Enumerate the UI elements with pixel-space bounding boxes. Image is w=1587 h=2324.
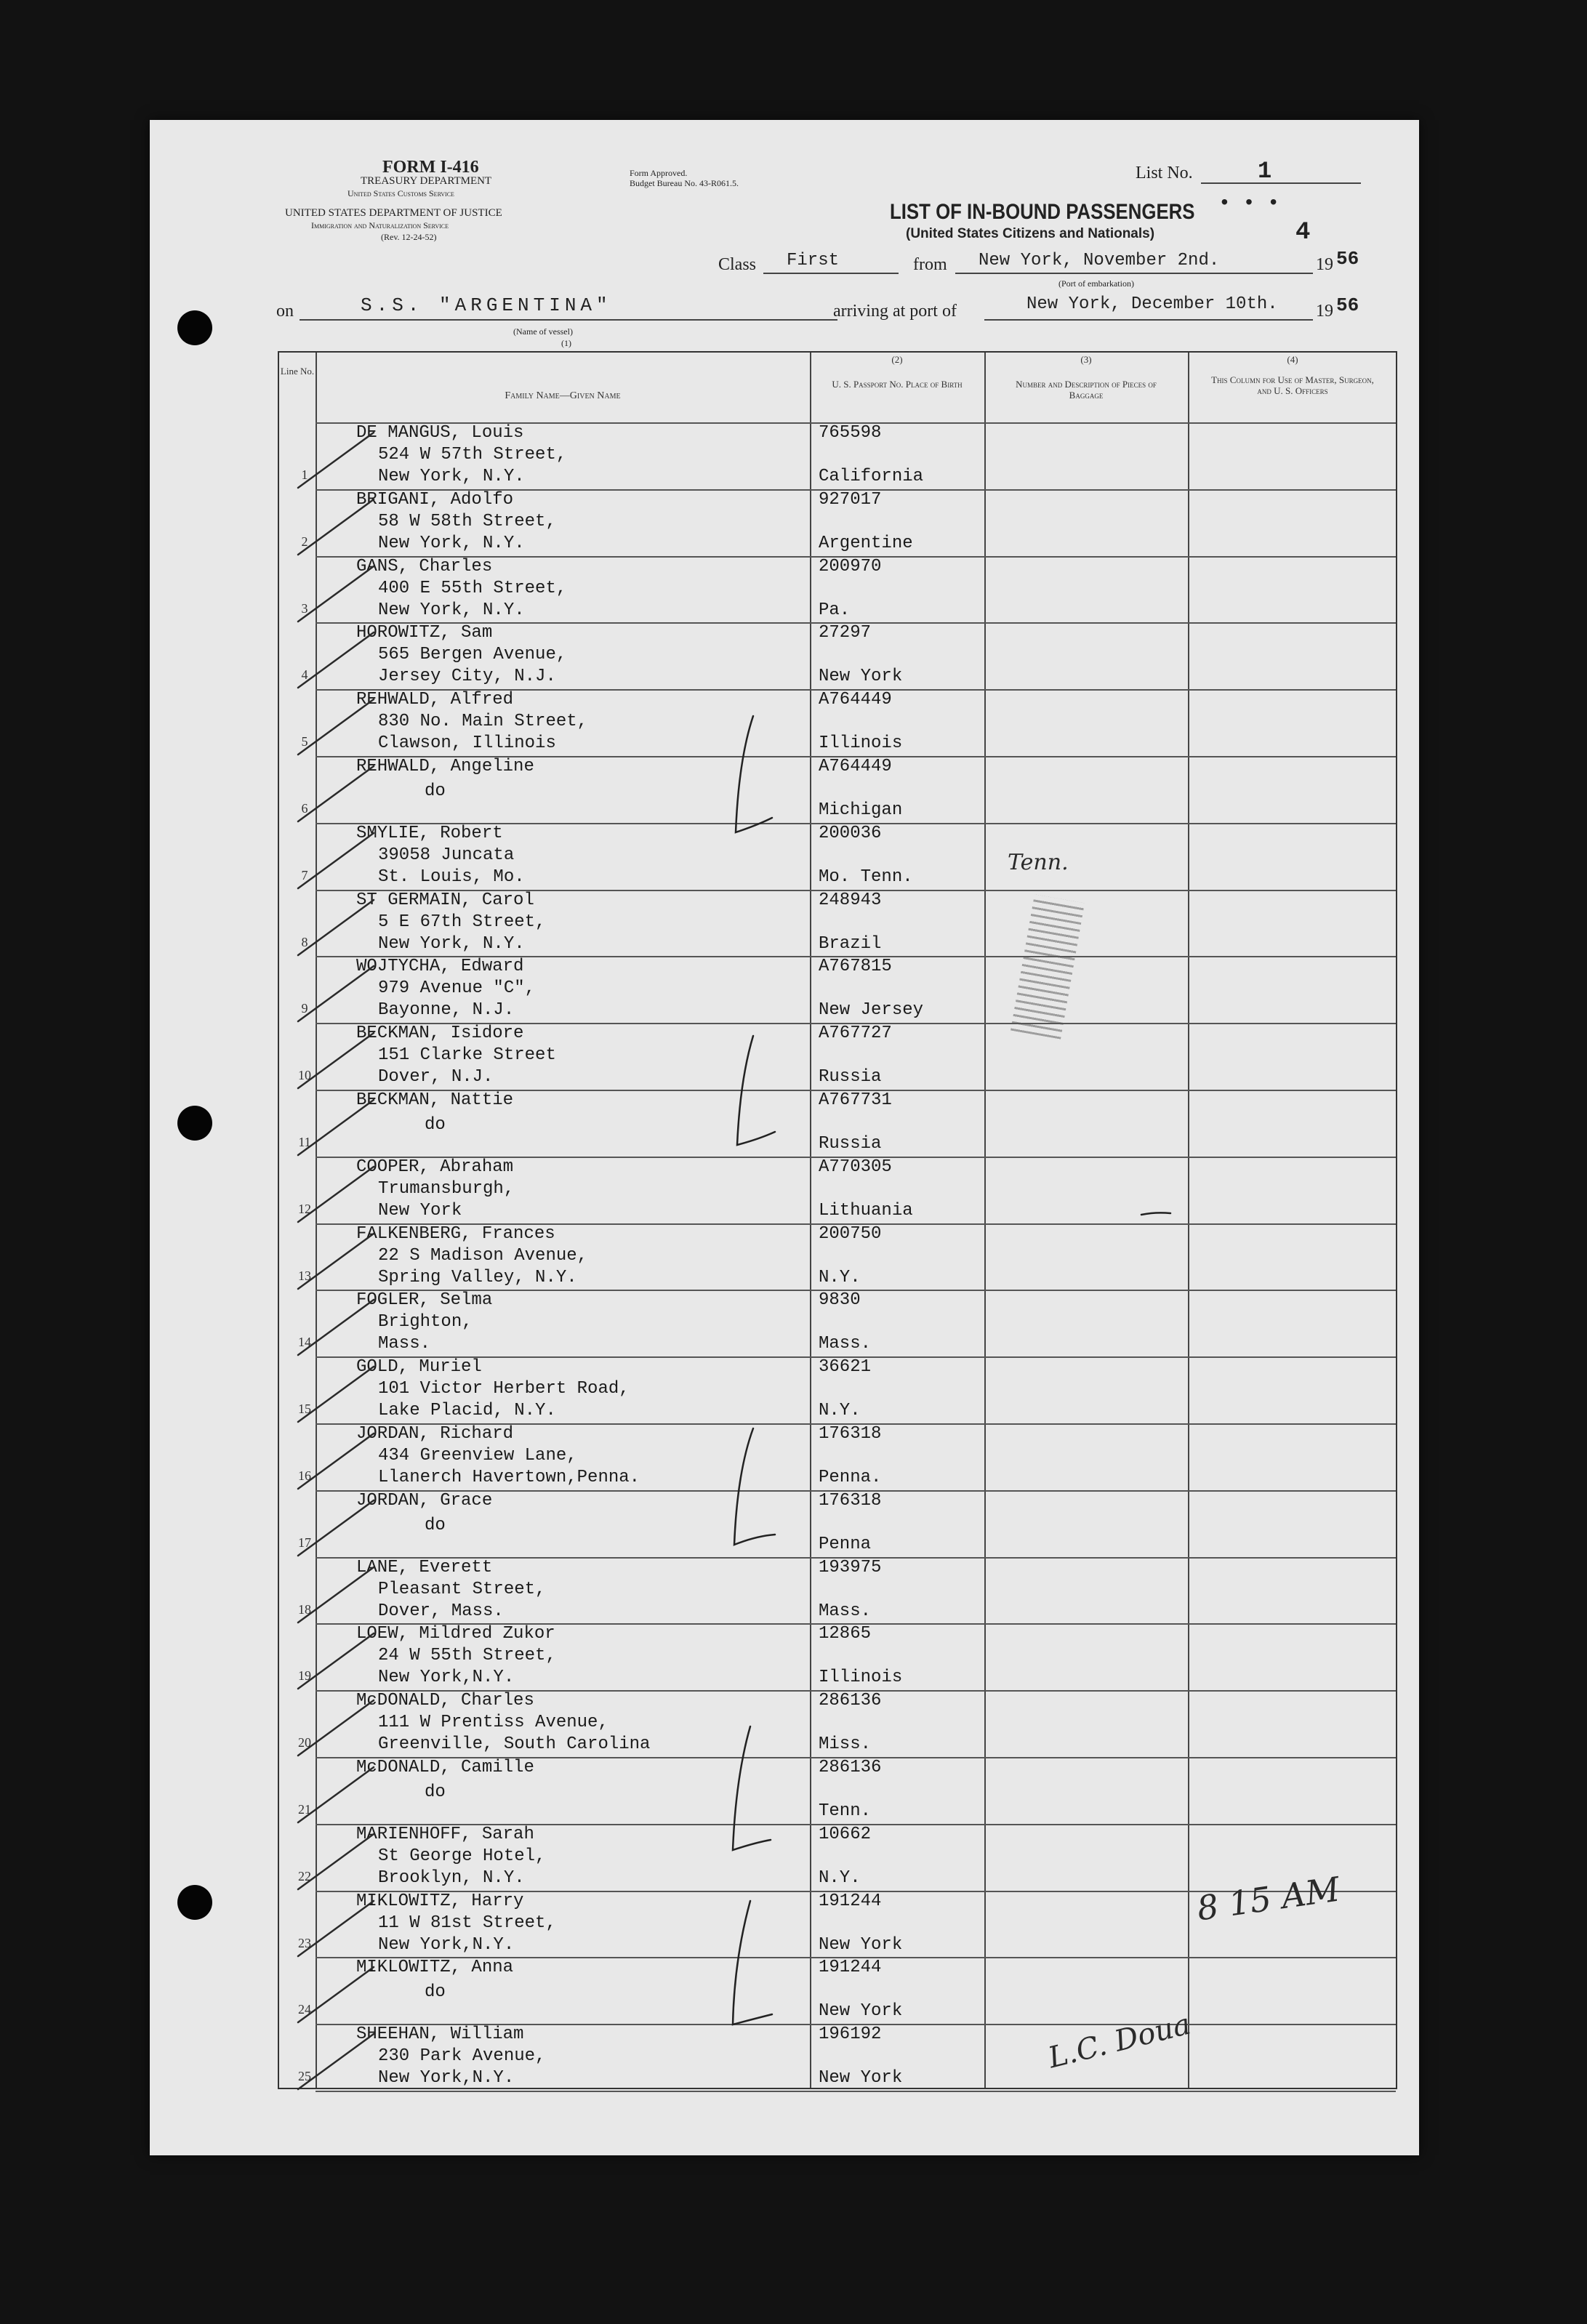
col-line-no: Line No. [280, 366, 315, 377]
place-of-birth: Mo. Tenn. [819, 867, 913, 887]
check-mark [294, 1764, 381, 1830]
passenger-address-1: 111 W Prentiss Avenue, [378, 1713, 608, 1733]
passenger-address-2: New York, N.Y. [378, 600, 525, 620]
handwritten-time: 8 15 AM [1194, 1869, 1343, 1929]
check-mark [294, 1964, 381, 2030]
table-row [279, 1690, 1396, 1757]
passenger-address-1: 11 W 81st Street, [378, 1913, 556, 1933]
table-row [279, 1290, 1396, 1356]
line-number: 20 [298, 1735, 311, 1750]
passenger-address-1: 22 S Madison Avenue, [378, 1245, 588, 1266]
passenger-name: WOJTYCHA, Edward [356, 957, 524, 977]
stamp-dots: • • • [1218, 193, 1280, 215]
check-mark [294, 1364, 381, 1429]
customs-service: United States Customs Service [347, 188, 454, 198]
passenger-address-2: Llanerch Havertown,Penna. [378, 1468, 640, 1487]
line-number: 7 [301, 867, 308, 882]
passenger-address-2: New York,N.Y. [378, 2068, 515, 2088]
place-of-birth: Pa. [819, 600, 851, 620]
budget-bureau: Budget Bureau No. 43-R061.5. [630, 178, 739, 188]
place-of-birth: Tenn. [819, 1801, 872, 1821]
passenger-address-1: 524 W 57th Street, [378, 445, 567, 465]
passport-number: 200750 [819, 1223, 882, 1244]
passport-number: 36621 [819, 1357, 872, 1378]
on-label: on [276, 302, 294, 321]
passport-number: 286136 [819, 1691, 882, 1711]
passenger-name: LANE, Everett [356, 1557, 493, 1577]
check-mark [294, 630, 381, 695]
place-of-birth: New York [819, 667, 903, 687]
passenger-name: MIKLOWITZ, Anna [356, 1958, 514, 1978]
line-number: 17 [298, 1535, 311, 1550]
passenger-address-1: 39058 Juncata [378, 845, 515, 865]
passport-number: 12865 [819, 1624, 872, 1644]
col-baggage-num: (3) [1080, 354, 1092, 365]
check-mark [294, 1564, 381, 1630]
check-mark [294, 1898, 381, 1963]
line-number: 16 [298, 1468, 311, 1483]
passenger-address-2: Jersey City, N.J. [378, 667, 556, 687]
col-officers-num: (4) [1287, 354, 1298, 365]
line-number: 12 [298, 1201, 311, 1216]
table-row [279, 622, 1396, 689]
passenger-address-2: New York,N.Y. [378, 1934, 515, 1955]
passport-number: 176318 [819, 1490, 882, 1511]
place-of-birth: Illinois [819, 733, 903, 754]
line-number: 4 [301, 667, 308, 683]
passenger-name: JORDAN, Richard [356, 1424, 514, 1444]
line-number: 11 [298, 1135, 311, 1149]
table-row [279, 1023, 1396, 1090]
passenger-name: SHEEHAN, William [356, 2025, 524, 2045]
check-mark [294, 496, 381, 562]
passenger-address-1: do [425, 1982, 446, 2003]
passenger-address-2: Bayonne, N.J. [378, 1000, 515, 1021]
passenger-name: REHWALD, Alfred [356, 690, 514, 710]
passenger-name: LOEW, Mildred Zukor [356, 1624, 555, 1644]
passenger-address-2: St. Louis, Mo. [378, 867, 525, 887]
arriving-value: New York, December 10th. [1026, 294, 1278, 314]
check-mark [294, 2031, 381, 2096]
passenger-address-1: 565 Bergen Avenue, [378, 645, 567, 665]
list-subtitle: (United States Citizens and Nationals) [906, 226, 1155, 241]
passenger-address-2: Spring Valley, N.Y. [378, 1267, 577, 1287]
passenger-name: BRIGANI, Adolfo [356, 489, 514, 510]
col-passport: U. S. Passport No. Place of Birth [832, 379, 963, 390]
passenger-address-1: 830 No. Main Street, [378, 712, 588, 732]
place-of-birth: New York [819, 2001, 903, 2022]
passenger-name: MIKLOWITZ, Harry [356, 1891, 524, 1911]
passenger-address-2: Lake Placid, N.Y. [378, 1401, 556, 1421]
place-of-birth: Mass. [819, 1334, 872, 1354]
passenger-address-1: do [425, 1782, 446, 1802]
table-row [279, 1090, 1396, 1157]
from-value: New York, November 2nd. [979, 251, 1220, 270]
passenger-address-2: Greenville, South Carolina [378, 1734, 651, 1755]
passport-number: 191244 [819, 1891, 882, 1911]
form-revision: (Rev. 12-24-52) [381, 232, 437, 242]
passport-number: 248943 [819, 890, 882, 910]
passenger-address-2: New York [378, 1200, 462, 1221]
passenger-name: FALKENBERG, Frances [356, 1223, 555, 1244]
passenger-address-2: Brooklyn, N.Y. [378, 1867, 525, 1888]
table-row [279, 1557, 1396, 1624]
check-mark [294, 563, 381, 629]
line-number: 9 [301, 1001, 308, 1016]
line-number: 10 [298, 1068, 311, 1083]
passenger-address-1: 24 W 55th Street, [378, 1646, 556, 1666]
passport-number: A767731 [819, 1090, 892, 1110]
check-mark [294, 1697, 381, 1763]
line-number: 6 [301, 801, 308, 816]
punch-hole [177, 1885, 212, 1920]
place-of-birth: Penna [819, 1534, 872, 1554]
line-number: 5 [301, 734, 308, 749]
check-mark [294, 430, 381, 495]
passenger-address-1: St George Hotel, [378, 1846, 546, 1866]
punch-hole [177, 310, 212, 345]
passport-number: 286136 [819, 1758, 882, 1777]
line-number: 8 [301, 934, 308, 949]
line-number: 19 [298, 1668, 311, 1684]
passenger-address-2: New York, N.Y. [378, 533, 525, 553]
col-baggage: Number and Description of Pieces of Baggage [1016, 379, 1157, 401]
passport-number: 193975 [819, 1557, 882, 1577]
passport-number: 191244 [819, 1958, 882, 1978]
check-mark [294, 1497, 381, 1563]
place-of-birth: New Jersey [819, 1000, 924, 1021]
passenger-name: MARIENHOFF, Sarah [356, 1824, 534, 1844]
passenger-address-2: Clawson, Illinois [378, 733, 556, 754]
passenger-name: BECKMAN, Isidore [356, 1024, 524, 1044]
table-row [279, 1623, 1396, 1690]
ins-service: Immigration and Naturalization Service [311, 220, 449, 230]
passenger-table [278, 351, 1397, 2089]
from-label: from [913, 255, 947, 274]
check-mark [294, 763, 381, 829]
port-embark-caption: (Port of embarkation) [1058, 278, 1134, 289]
class-value: First [787, 251, 840, 270]
passenger-name: FOGLER, Selma [356, 1290, 493, 1311]
check-mark [294, 1297, 381, 1362]
table-row [279, 2024, 1396, 2091]
col-officers: This Column for Use of Master, Surgeon, and U. S. Officers [1211, 374, 1374, 396]
passenger-name: HOROWITZ, Sam [356, 623, 493, 643]
check-mark [294, 897, 381, 962]
passenger-address-1: 5 E 67th Street, [378, 912, 546, 932]
passport-number: A767727 [819, 1024, 892, 1044]
passenger-address-1: 979 Avenue "C", [378, 978, 536, 999]
line-number: 15 [298, 1402, 311, 1417]
list-title: LIST OF IN-BOUND PASSENGERS [890, 200, 1195, 224]
list-no-value: 1 [1258, 158, 1272, 185]
line-number: 1 [301, 467, 308, 482]
table-row [279, 1757, 1396, 1824]
passport-number: 196192 [819, 2025, 882, 2045]
place-of-birth: Illinois [819, 1668, 903, 1688]
check-mark [294, 1097, 381, 1162]
arriving-label: arriving at port of [833, 302, 957, 321]
punch-hole [177, 1106, 212, 1141]
passenger-name: McDONALD, Camille [356, 1758, 534, 1777]
manifest-page [150, 120, 1419, 2155]
table-row [279, 890, 1396, 957]
passenger-address-2: Dover, N.J. [378, 1067, 494, 1087]
passenger-address-1: Trumansburgh, [378, 1178, 515, 1199]
passport-number: 10662 [819, 1824, 872, 1844]
passenger-address-1: Pleasant Street, [378, 1579, 546, 1599]
check-mark [294, 1831, 381, 1897]
passenger-address-2: New York, N.Y. [378, 467, 525, 486]
passenger-name: BECKMAN, Nattie [356, 1090, 514, 1110]
passport-number: 9830 [819, 1290, 861, 1311]
justice-dept: UNITED STATES DEPARTMENT OF JUSTICE [285, 207, 502, 219]
treasury-dept: TREASURY DEPARTMENT [361, 175, 492, 187]
handwritten-signature: L.C. Doua [1045, 2007, 1194, 2075]
place-of-birth: New York [819, 2068, 903, 2088]
check-mark [294, 1631, 381, 1696]
passenger-address-1: 58 W 58th Street, [378, 511, 556, 531]
passenger-address-1: 230 Park Avenue, [378, 2046, 546, 2067]
check-mark [294, 963, 381, 1029]
passenger-name: COOPER, Abraham [356, 1157, 514, 1177]
year-1: 56 [1336, 248, 1359, 270]
place-of-birth: Mass. [819, 1601, 872, 1621]
passport-number: 200970 [819, 556, 882, 576]
line-number: 25 [298, 2069, 311, 2084]
year-prefix-2: 19 [1316, 302, 1333, 321]
passenger-name: REHWALD, Angeline [356, 757, 534, 776]
check-mark [294, 1431, 381, 1496]
place-of-birth: N.Y. [819, 1267, 861, 1287]
passenger-address-1: Brighton, [378, 1312, 473, 1332]
table-row [279, 1824, 1396, 1891]
place-of-birth: Argentine [819, 533, 913, 553]
place-of-birth: Miss. [819, 1734, 872, 1755]
passenger-address-1: do [425, 1515, 446, 1535]
passenger-address-2: New York, N.Y. [378, 933, 525, 954]
table-row [279, 1223, 1396, 1290]
place-of-birth: New York [819, 1934, 903, 1955]
check-mark [294, 1030, 381, 1095]
passport-number: 927017 [819, 489, 882, 510]
passport-number: 200036 [819, 823, 882, 843]
line-number: 24 [298, 2002, 311, 2017]
passenger-name: SMYLIE, Robert [356, 823, 503, 843]
passenger-address-2: Mass. [378, 1334, 431, 1354]
stamp-number: 4 [1295, 219, 1311, 246]
passenger-name: DE MANGUS, Louis [356, 423, 524, 443]
place-of-birth: Michigan [819, 800, 903, 820]
vessel-caption: (Name of vessel) [513, 326, 573, 337]
table-row [279, 756, 1396, 823]
col-name: Family Name—Given Name [505, 390, 621, 401]
table-row [279, 489, 1396, 556]
passenger-address-1: 400 E 55th Street, [378, 578, 567, 598]
passenger-name: ST GERMAIN, Carol [356, 890, 534, 910]
place-of-birth: Lithuania [819, 1200, 913, 1221]
list-no-label: List No. [1136, 164, 1193, 182]
passenger-address-1: 434 Greenview Lane, [378, 1446, 577, 1465]
passport-number: 27297 [819, 623, 872, 643]
table-row [279, 1957, 1396, 2024]
line-number: 22 [298, 1868, 311, 1883]
line-number: 14 [298, 1335, 311, 1350]
check-mark [294, 1164, 381, 1229]
place-of-birth: Penna. [819, 1468, 882, 1487]
check-mark [294, 696, 381, 762]
table-row [279, 1423, 1396, 1490]
place-of-birth: N.Y. [819, 1401, 861, 1421]
place-of-birth: Russia [819, 1067, 882, 1087]
year-2: 56 [1336, 294, 1359, 316]
table-row [279, 956, 1396, 1023]
line-number: 2 [301, 534, 308, 549]
place-of-birth: California [819, 467, 924, 486]
class-label: Class [718, 255, 757, 274]
passport-number: A767815 [819, 957, 892, 977]
passenger-address-2: New York,N.Y. [378, 1668, 515, 1688]
passenger-name: JORDAN, Grace [356, 1490, 493, 1511]
form-approved: Form Approved. [630, 168, 688, 178]
check-mark [294, 1231, 381, 1296]
table-row [279, 1490, 1396, 1557]
line-number: 18 [298, 1601, 311, 1617]
year-prefix-1: 19 [1316, 255, 1333, 274]
place-of-birth: Russia [819, 1134, 882, 1154]
passenger-name: GANS, Charles [356, 556, 493, 576]
passenger-name: GOLD, Muriel [356, 1357, 482, 1378]
place-of-birth: N.Y. [819, 1867, 861, 1888]
table-row [279, 1356, 1396, 1423]
table-row [279, 689, 1396, 756]
passenger-name: McDONALD, Charles [356, 1691, 534, 1711]
passport-number: A764449 [819, 690, 892, 710]
passenger-address-1: 151 Clarke Street [378, 1045, 556, 1066]
passenger-address-2: Dover, Mass. [378, 1601, 504, 1621]
col-passport-num: (2) [891, 354, 903, 365]
passenger-address-1: do [425, 781, 446, 801]
passport-number: 176318 [819, 1424, 882, 1444]
table-row [279, 556, 1396, 623]
place-of-birth: Brazil [819, 933, 882, 954]
check-mark [294, 830, 381, 896]
passport-number: A764449 [819, 757, 892, 776]
form-number: FORM I-416 [382, 158, 479, 177]
vessel-col-num: (1) [561, 338, 571, 348]
passport-number: A770305 [819, 1157, 892, 1177]
line-number: 3 [301, 600, 308, 616]
passenger-address-1: 101 Victor Herbert Road, [378, 1379, 630, 1399]
passport-number: 765598 [819, 423, 882, 443]
vessel-name: S.S. "ARGENTINA" [361, 294, 612, 316]
line-number: 21 [298, 1802, 311, 1817]
table-row [279, 422, 1396, 489]
line-number: 23 [298, 1935, 311, 1950]
handwritten-correction: Tenn. [1008, 850, 1069, 875]
table-row [279, 823, 1396, 890]
table-row [279, 1157, 1396, 1223]
passenger-address-1: do [425, 1115, 446, 1135]
line-number: 13 [298, 1268, 311, 1283]
